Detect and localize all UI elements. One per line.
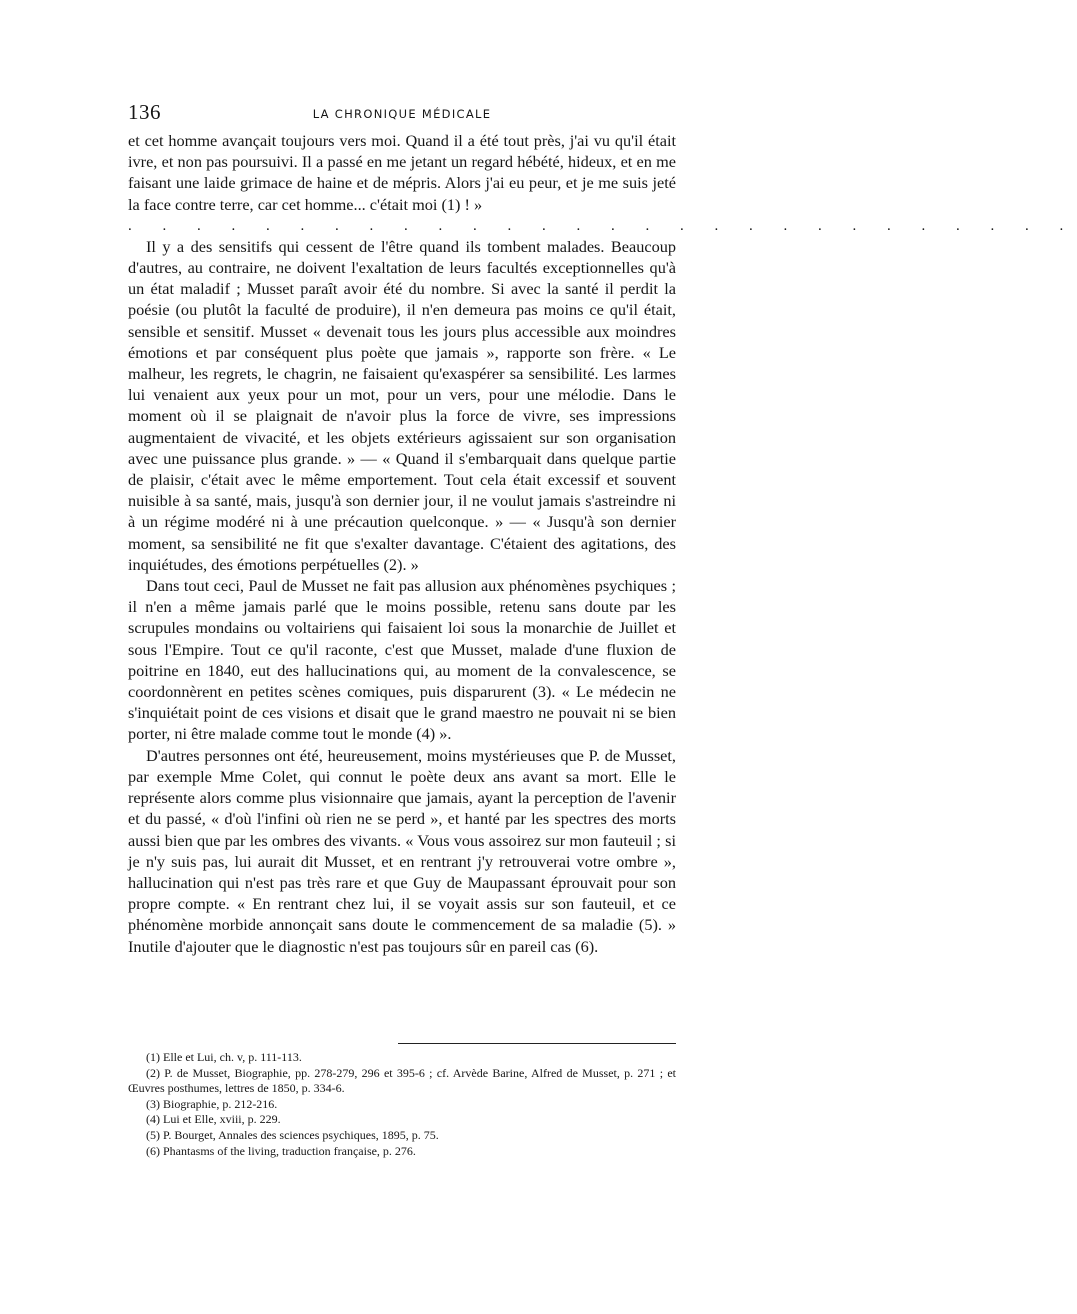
paragraph: Il y a des sensitifs qui cessent de l'être quand ils tombent malades. Beaucoup d'autres, au contraire, ne doivent l'exaltation de leurs facultés exceptionnelles qu'à un état maladif ; Musset paraît avoir été du nombre. Si avec la santé il perdit la poésie (ou plutôt la faculté de produire), il n'en demeura pas moins ce qu'il était, sensible et sensitif. Musset « devenait tous les jours plus accessible aux moindres émotions et par conséquent plus poète que jamais », rapporte son frère. « Le malheur, les regrets, le chagrin, ne faisaient qu'exaspérer sa sensibilité. Les larmes lui venaient aux yeux pour un mot, pour un vers, pour une mélodie. Dans le moment où il se plaignait de n'avoir plus la force de vivre, ses impressions augmentaient de vivacité, et les objets extérieurs agissaient sur son organisation avec une puissance plus grande. » — « Quand il s'embarquait dans quelque partie de plaisir, c'était avec le même emportement. Tout cela était excessif et souvent nuisible à sa santé, mais, jusqu'à son dernier jour, il ne voulut jamais s'astreindre ni à un régime modéré ni à une précaution quelconque. » — « Jusqu'à son dernier moment, sa sensibilité ne fit que s'exalter davantage. C'étaient des agitations, des inquiétudes, des émotions perpétuelles (2). » (128, 236, 676, 574)
separator-dots: . . . . . . . . . . . . . . . . . . . . . . . . . . . . (128, 217, 1077, 234)
running-title: LA CHRONIQUE MÉDICALE (312, 107, 492, 121)
footnotes (128, 1050, 676, 1159)
footnote: (4) Lui et Elle, xviii, p. 229. (146, 1112, 281, 1127)
paragraph: et cet homme avançait toujours vers moi. Quand il a été tout près, j'ai vu qu'il était ivre, et non pas poursuivi. Il a passé en me jetant un regard hébété, hideux, et en me faisant une laide grimace de haine et de mépris. Alors j'ai eu peur, et je me suis jeté la face contre terre, car cet homme... c'était moi (1) ! » (128, 131, 676, 214)
footnote: (5) P. Bourget, Annales des sciences psychiques, 1895, p. 75. (146, 1127, 439, 1142)
page-number: 136 (128, 100, 161, 124)
paragraph: Dans tout ceci, Paul de Musset ne fait pas allusion aux phénomènes psychiques ; il n'en a même jamais parlé que le moins possible, retenu sans doute par les scrupules mondains ou voltairiens qui faisaient loi sous la monarchie de Juillet et sous l'Empire. Tout ce qu'il raconte, c'est que Musset, malade d'une fluxion de poitrine en 1840, eut des hallucinations qui, au moment de la convalescence, se coordonnèrent en petites scènes comiques, puis disparurent (3). « Le médecin ne s'inquiétait point de ces visions et disait que le grand maestro ne pouvait ni se bien porter, ni être malade comme tout le monde (4) ». (128, 576, 676, 744)
body-text (128, 130, 1077, 957)
footnote: (3) Biographie, p. 212-216. (146, 1096, 278, 1111)
footnote-rule (398, 1043, 676, 1044)
paragraph: D'autres personnes ont été, heureusement, moins mystérieuses que P. de Musset, par exemple Mme Colet, qui connut le poète deux ans avant sa mort. Elle le représente alors comme plus visionnaire que jamais, ayant la perception de l'avenir et du passé, « d'où l'infini où rien ne se perd », et hanté par les spectres des morts aussi bien que par les ombres des vivants. « Vous vous assoirez sur mon fauteuil ; si je n'y suis pas, lui aurait dit Musset, et en rentrant j'y retrouverai votre ombre », hallucination qui n'est pas très rare et que Guy de Maupassant éprouvait pour son propre compte. « En rentrant chez lui, il se voyait assis sur son fauteuil, et ce phénomène morbide annonçait sans doute le commencement de sa maladie (5). » Inutile d'ajouter que le diagnostic n'est pas toujours sûr en pareil cas (6). (128, 745, 676, 956)
page-header (128, 100, 676, 130)
footnote: (1) Elle et Lui, ch. v, p. 111-113. (146, 1050, 302, 1064)
footnote: (6) Phantasms of the living, traduction française, p. 276. (146, 1143, 416, 1158)
footnote: (2) P. de Musset, Biographie, pp. 278-279, 296 et 395-6 ; cf. Arvède Barine, Alfred de Musset, p. 271 ; et Œuvres posthumes, lettres de 1850, p. 334-6. (128, 1065, 676, 1096)
